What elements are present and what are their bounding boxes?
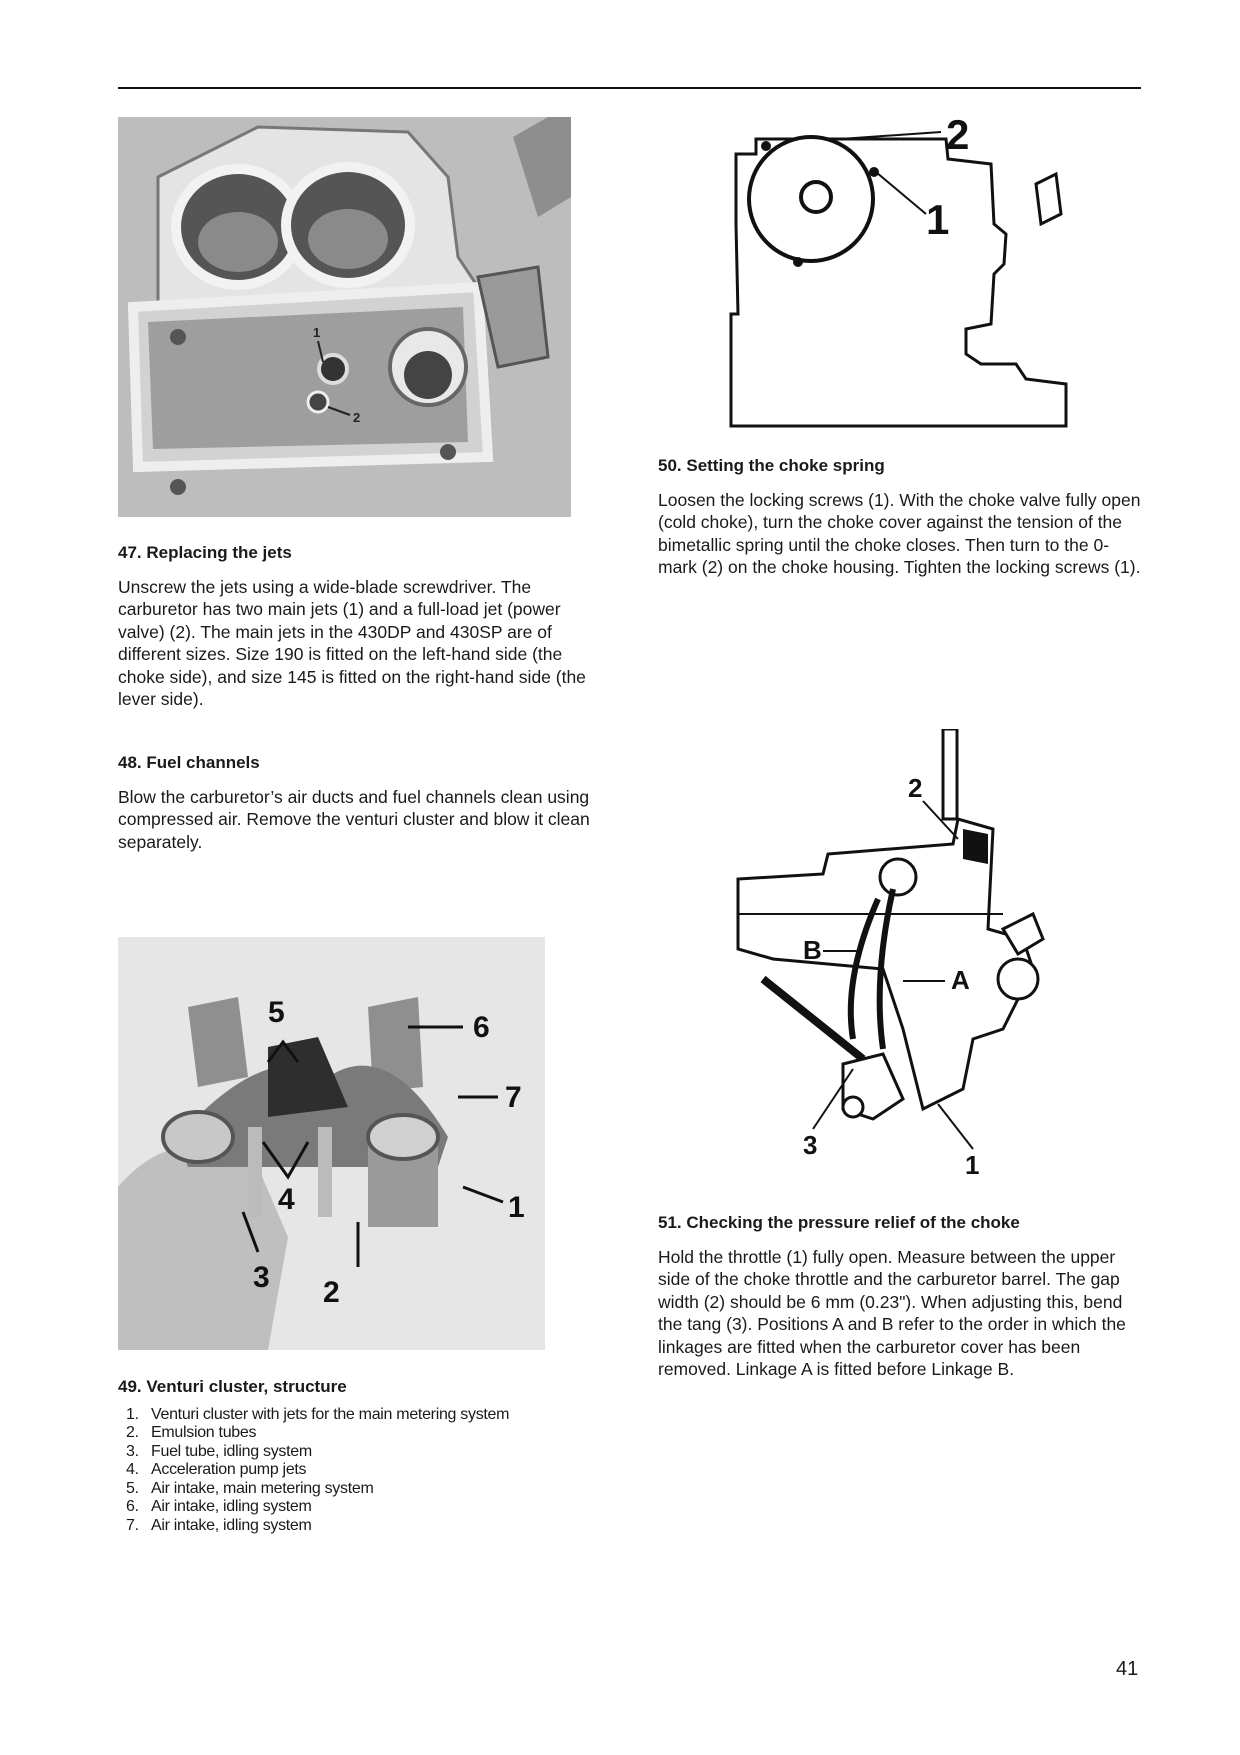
callout-1: 1 <box>313 325 321 340</box>
list-item: 4. Acceleration pump jets <box>126 1461 307 1479</box>
figure-50-choke-drawing <box>726 114 1071 428</box>
callout-6: 6 <box>473 1011 490 1044</box>
section-47-title: 47. Replacing the jets <box>118 543 292 562</box>
figure-49-venturi-cluster-photo <box>118 937 545 1350</box>
figure-51-linkage-drawing <box>733 729 1053 1179</box>
callout-7: 7 <box>505 1081 522 1114</box>
list-item: 6. Air intake, idling system <box>126 1498 312 1516</box>
callout-2: 2 <box>908 773 923 803</box>
section-51-title: 51. Checking the pressure relief of the choke <box>658 1213 1020 1232</box>
page-number: 41 <box>1116 1658 1139 1680</box>
callout-3: 3 <box>253 1261 270 1294</box>
list-item: 2. Emulsion tubes <box>126 1424 257 1442</box>
callout-1: 1 <box>926 196 950 243</box>
header-rule <box>118 87 1141 89</box>
section-50-body: Loosen the locking screws (1). With the choke valve fully open (cold choke), turn the choke cover against the tension of the bimetallic spring until the choke closes. Then turn to the 0-mark (2) on the choke housing. Tighten the locking screws (1). <box>658 489 1141 577</box>
section-50-title: 50. Setting the choke spring <box>658 456 885 475</box>
list-item: 5. Air intake, main metering system <box>126 1479 374 1497</box>
figure-47-carburetor-photo <box>118 117 571 517</box>
callout-B: B <box>803 935 822 965</box>
venturi-parts-list <box>118 1406 608 1536</box>
callout-1: 1 <box>965 1150 980 1179</box>
section-48-body: Blow the carburetor’s air ducts and fuel channels clean using compressed air. Remove the venturi cluster and blow it clean separately. <box>118 786 590 852</box>
section-51 <box>658 1212 1143 1381</box>
section-47 <box>118 542 608 711</box>
list-item: 1. Venturi cluster with jets for the main metering system <box>126 1405 510 1423</box>
callout-A: A <box>951 965 970 995</box>
callout-1: 1 <box>508 1191 525 1224</box>
callout-4: 4 <box>278 1183 295 1216</box>
section-47-body: Unscrew the jets using a wide-blade screwdriver. The carburetor has two main jets (1) and a full-load jet (power valve) (2). The main jets in the 430DP and 430SP are of different sizes. Size 190 is fitted on the left-hand side (the choke side), and size 145 is fitted on the right-hand side (the lever side). <box>118 576 586 709</box>
list-item: 7. Air intake, idling system <box>126 1517 312 1535</box>
section-49-title: 49. Venturi cluster, structure <box>118 1377 347 1396</box>
list-item: 3. Fuel tube, idling system <box>126 1442 312 1460</box>
section-48 <box>118 752 608 853</box>
callout-2: 2 <box>323 1276 340 1309</box>
callout-2: 2 <box>946 114 970 158</box>
callout-3: 3 <box>803 1130 818 1160</box>
callout-2: 2 <box>353 410 361 425</box>
callout-5: 5 <box>268 996 285 1029</box>
section-49 <box>118 1376 608 1536</box>
section-51-body: Hold the throttle (1) fully open. Measure between the upper side of the choke throttle and the carburetor barrel. The gap width (2) should be 6 mm (0.23"). When adjusting this, bend the tang (3). Positions A and B refer to the order in which the linkages are fitted when the carburetor cover has been removed. Linkage A is fitted before Linkage B. <box>658 1246 1126 1379</box>
section-50 <box>658 455 1143 579</box>
section-48-title: 48. Fuel channels <box>118 753 260 772</box>
